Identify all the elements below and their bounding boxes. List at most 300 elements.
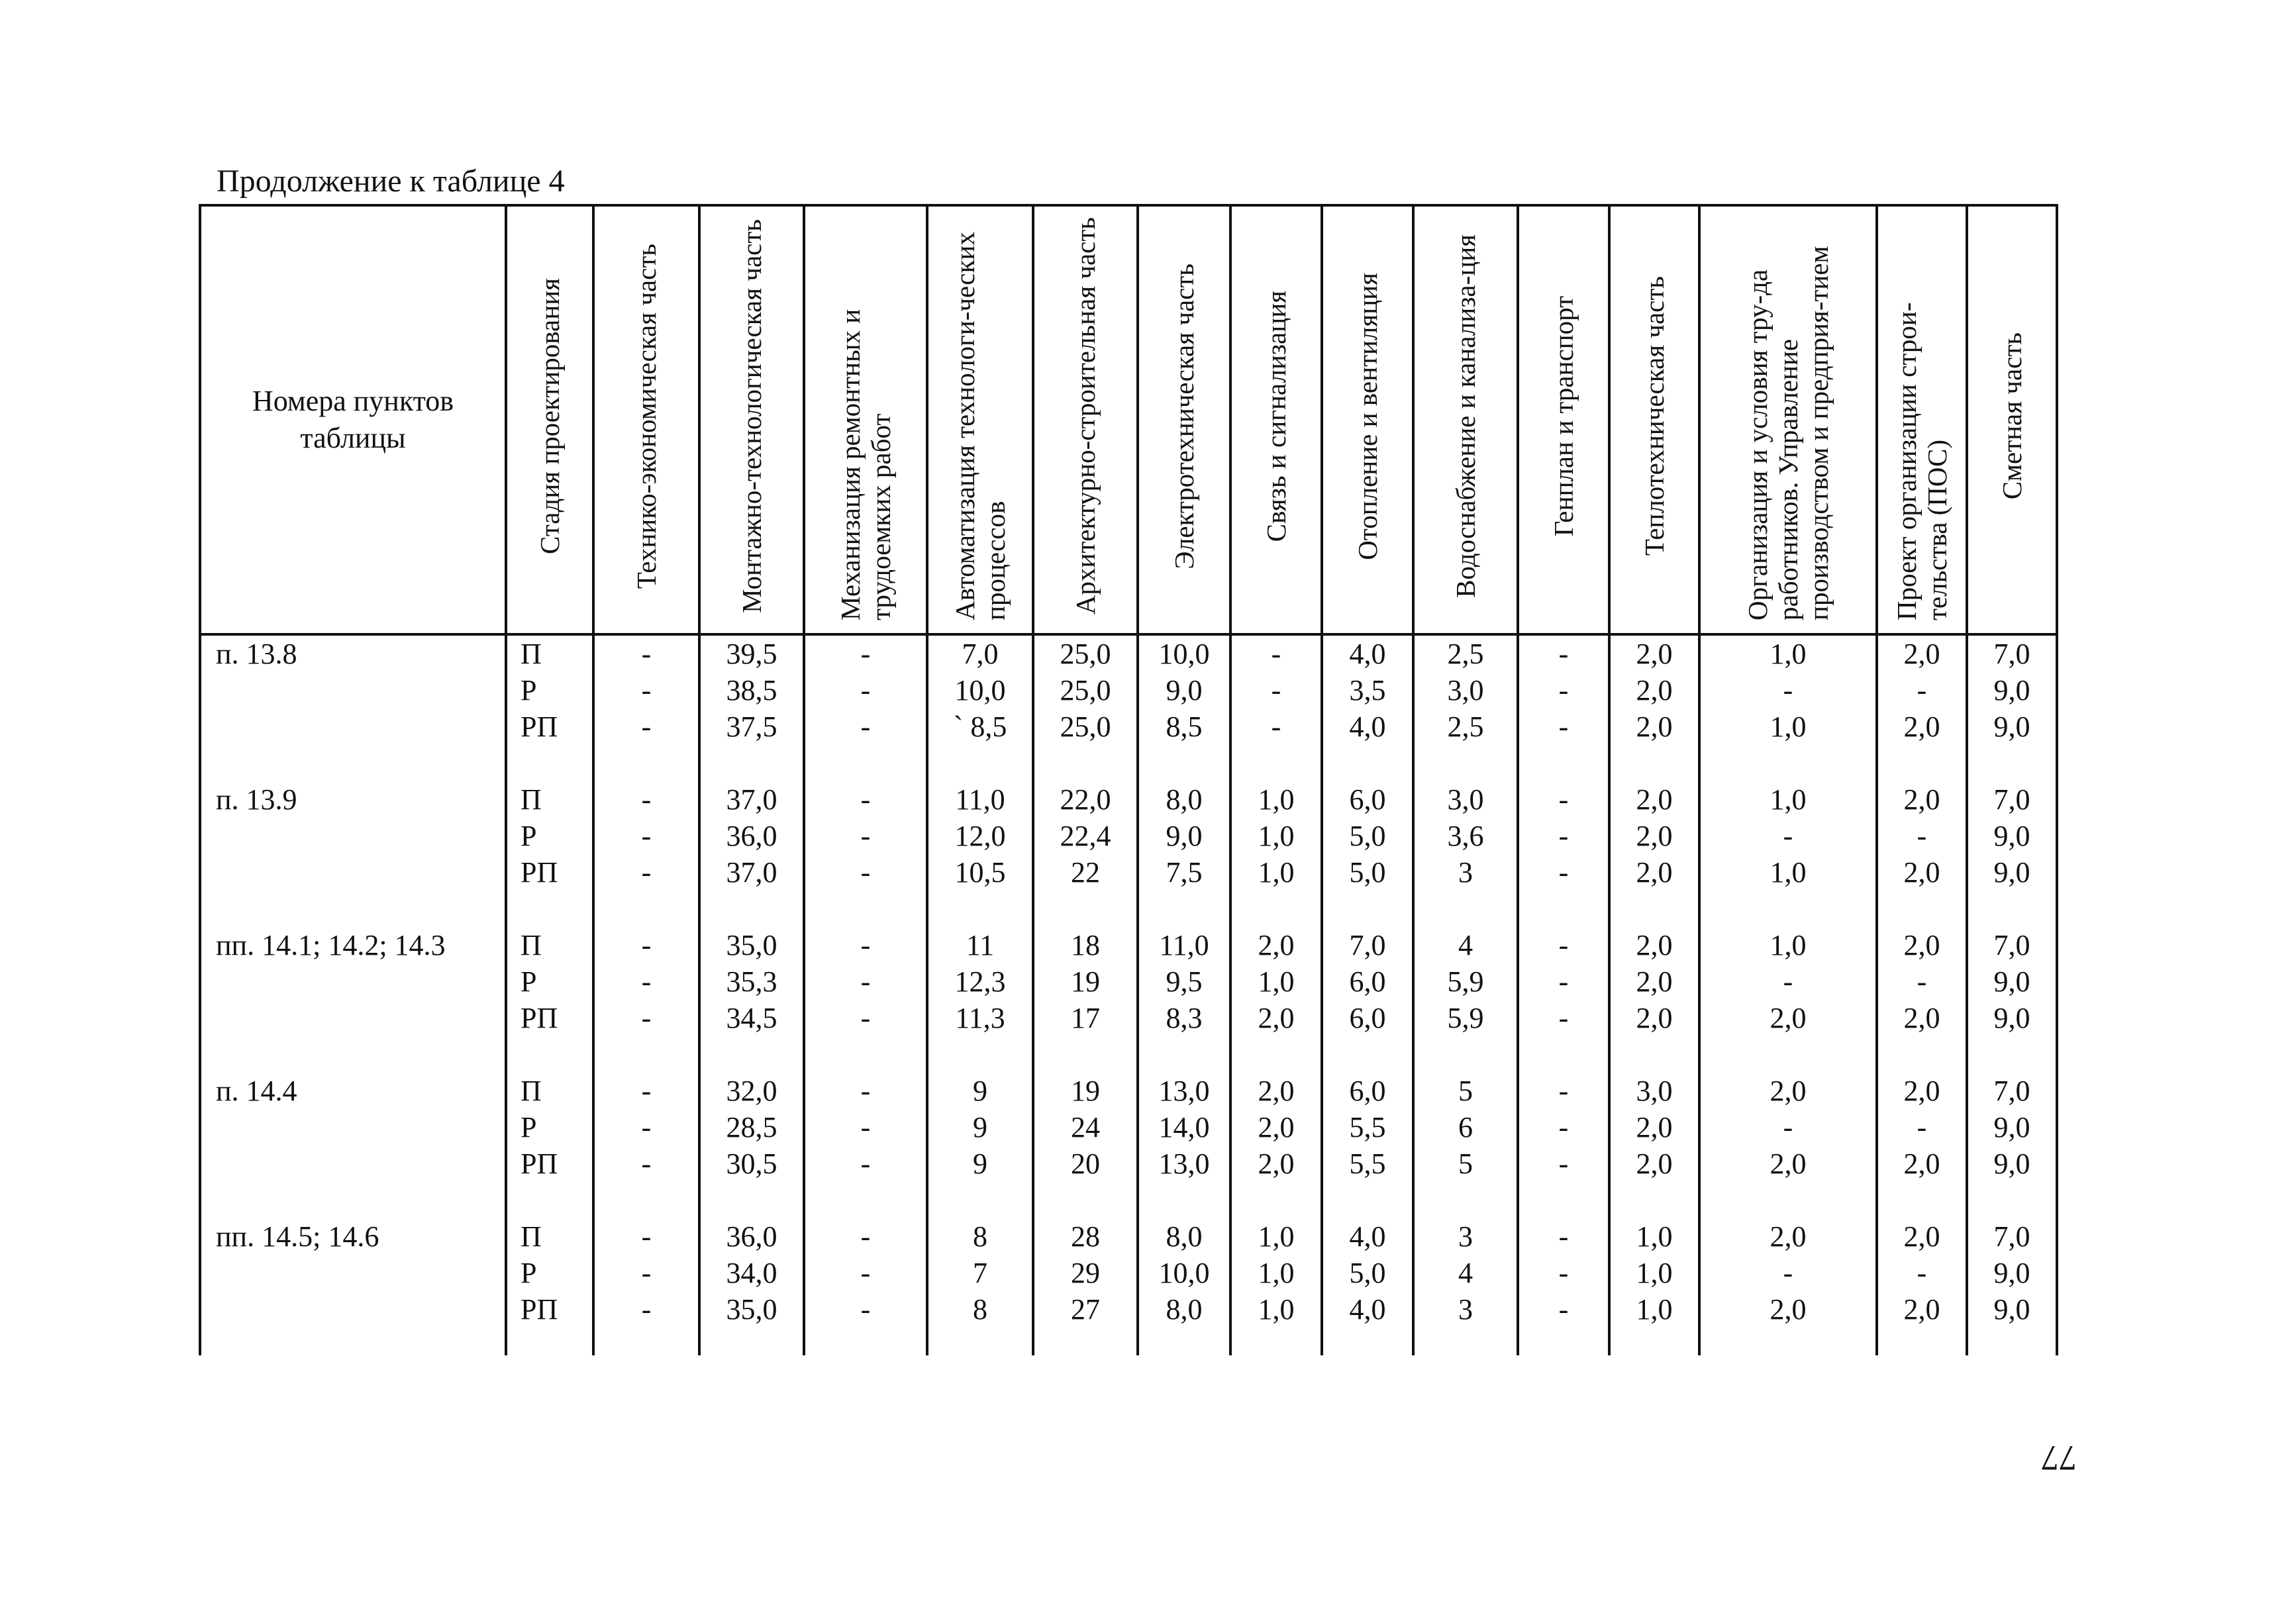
value-cell: -	[593, 927, 699, 963]
value-cell: 11,3	[927, 1000, 1033, 1036]
table-caption: Продолжение к таблице 4	[217, 164, 565, 199]
value-cell: 4	[1413, 1255, 1518, 1291]
value-cell: -	[1518, 927, 1609, 963]
header-cell	[593, 205, 699, 634]
value-cell: 7,0	[1967, 634, 2057, 672]
empty-cell	[1230, 1036, 1322, 1073]
table-row	[200, 1145, 2057, 1182]
value-cell: 1,0	[1230, 1255, 1322, 1291]
empty-cell	[1138, 1182, 1230, 1218]
value-cell: -	[593, 1000, 699, 1036]
empty-cell	[1518, 745, 1609, 781]
value-cell: 1,0	[1230, 781, 1322, 818]
value-cell: 27	[1033, 1291, 1138, 1328]
empty-cell	[506, 891, 593, 927]
table-row	[200, 1291, 2057, 1328]
table-row	[200, 708, 2057, 745]
value-cell: 22,4	[1033, 818, 1138, 854]
value-cell: 38,5	[699, 672, 804, 708]
empty-cell	[1138, 891, 1230, 927]
value-cell: 9,0	[1967, 1000, 2057, 1036]
value-cell: -	[1518, 818, 1609, 854]
value-cell: 9,0	[1967, 1255, 2057, 1291]
value-cell: 2,0	[1609, 818, 1699, 854]
value-cell: 2,0	[1877, 1218, 1967, 1255]
value-cell: 7,0	[1967, 927, 2057, 963]
header-cell	[506, 205, 593, 634]
value-cell: 4,0	[1322, 634, 1413, 672]
table-row	[200, 781, 2057, 818]
empty-cell	[1609, 1182, 1699, 1218]
value-cell: 4	[1413, 927, 1518, 963]
empty-cell	[1322, 891, 1413, 927]
empty-cell	[1413, 745, 1518, 781]
value-cell: 8	[927, 1218, 1033, 1255]
value-cell: 1,0	[1609, 1291, 1699, 1328]
stage-cell: П	[506, 781, 593, 818]
value-cell: 7,0	[927, 634, 1033, 672]
empty-cell	[1609, 1036, 1699, 1073]
empty-cell	[506, 1328, 593, 1355]
value-cell: 5,9	[1413, 963, 1518, 1000]
value-cell: 35,3	[699, 963, 804, 1000]
value-cell: 1,0	[1699, 781, 1877, 818]
header-row	[200, 205, 2057, 634]
value-cell: 39,5	[699, 634, 804, 672]
value-cell: -	[1518, 1255, 1609, 1291]
header-label: Теплотехническая часть	[1639, 276, 1670, 556]
value-cell: -	[1518, 1218, 1609, 1255]
empty-cell	[1413, 1328, 1518, 1355]
value-cell: 11	[927, 927, 1033, 963]
value-cell: -	[804, 672, 927, 708]
value-cell: 3,0	[1413, 781, 1518, 818]
empty-cell	[593, 891, 699, 927]
value-cell: -	[1518, 963, 1609, 1000]
value-cell: 8,5	[1138, 708, 1230, 745]
header-cell	[804, 205, 927, 634]
stage-cell: РП	[506, 1291, 593, 1328]
empty-cell	[1413, 891, 1518, 927]
empty-cell	[927, 1036, 1033, 1073]
point-label: п. 13.8	[200, 634, 506, 672]
empty-cell	[1877, 891, 1967, 927]
stage-cell: Р	[506, 1109, 593, 1145]
empty-cell	[200, 818, 506, 854]
value-cell: -	[1877, 1109, 1967, 1145]
value-cell: -	[1699, 963, 1877, 1000]
value-cell: 7,0	[1967, 1073, 2057, 1109]
value-cell: 2,0	[1877, 927, 1967, 963]
value-cell: -	[804, 1000, 927, 1036]
value-cell: 1,0	[1609, 1218, 1699, 1255]
empty-cell	[200, 1328, 506, 1355]
value-cell: 5	[1413, 1073, 1518, 1109]
value-cell: 13,0	[1138, 1073, 1230, 1109]
empty-cell	[1413, 1182, 1518, 1218]
table-row	[200, 854, 2057, 891]
value-cell: 2,0	[1609, 854, 1699, 891]
empty-cell	[804, 745, 927, 781]
value-cell: 13,0	[1138, 1145, 1230, 1182]
value-cell: 8,0	[1138, 1218, 1230, 1255]
data-table	[199, 204, 2058, 1355]
value-cell: -	[593, 1218, 699, 1255]
value-cell: 12,0	[927, 818, 1033, 854]
table-row	[200, 1000, 2057, 1036]
value-cell: 1,0	[1699, 634, 1877, 672]
value-cell: -	[804, 1073, 927, 1109]
header-cell	[927, 205, 1033, 634]
empty-cell	[927, 745, 1033, 781]
value-cell: 37,0	[699, 854, 804, 891]
empty-cell	[699, 1182, 804, 1218]
empty-cell	[200, 672, 506, 708]
value-cell: -	[804, 708, 927, 745]
empty-cell	[200, 1291, 506, 1328]
header-label: Проект организации строи-тельства (ПОС)	[1891, 302, 1952, 620]
header-cell	[1699, 205, 1877, 634]
value-cell: 6,0	[1322, 963, 1413, 1000]
header-cell	[699, 205, 804, 634]
value-cell: 28	[1033, 1218, 1138, 1255]
empty-cell	[1609, 745, 1699, 781]
value-cell: 24	[1033, 1109, 1138, 1145]
empty-cell	[200, 1109, 506, 1145]
value-cell: 2,0	[1609, 672, 1699, 708]
value-cell: 2,0	[1877, 781, 1967, 818]
page-number: 77	[2041, 1438, 2077, 1478]
value-cell: 1,0	[1609, 1255, 1699, 1291]
value-cell: 3,6	[1413, 818, 1518, 854]
empty-cell	[927, 1328, 1033, 1355]
stage-cell: РП	[506, 1000, 593, 1036]
table-body	[200, 634, 2057, 1355]
value-cell: 2,0	[1877, 634, 1967, 672]
value-cell: 7	[927, 1255, 1033, 1291]
value-cell: -	[593, 1145, 699, 1182]
value-cell: -	[804, 1109, 927, 1145]
header-label: Монтажно-технологическая часть	[736, 219, 767, 613]
value-cell: 19	[1033, 1073, 1138, 1109]
value-cell: -	[804, 1255, 927, 1291]
empty-cell	[1230, 891, 1322, 927]
header-label: Связь и сигнализация	[1261, 290, 1291, 542]
value-cell: 10,0	[927, 672, 1033, 708]
stage-cell: П	[506, 634, 593, 672]
value-cell: 2,0	[1609, 927, 1699, 963]
table-row	[200, 634, 2057, 672]
empty-cell	[1322, 1036, 1413, 1073]
header-label: Архитектурно-строительная часть	[1070, 217, 1101, 615]
empty-cell	[927, 1182, 1033, 1218]
empty-cell	[200, 1145, 506, 1182]
empty-cell	[1138, 1036, 1230, 1073]
value-cell: 1,0	[1230, 1218, 1322, 1255]
header-label-points: Номера пунктов таблицы	[252, 385, 454, 454]
value-cell: -	[593, 708, 699, 745]
value-cell: 2,5	[1413, 634, 1518, 672]
stage-cell: П	[506, 927, 593, 963]
value-cell: 22	[1033, 854, 1138, 891]
value-cell: 18	[1033, 927, 1138, 963]
value-cell: 22,0	[1033, 781, 1138, 818]
value-cell: 9,0	[1967, 1145, 2057, 1182]
value-cell: 36,0	[699, 1218, 804, 1255]
value-cell: 2,0	[1699, 1073, 1877, 1109]
value-cell: 10,0	[1138, 1255, 1230, 1291]
header-label: Водоснабжение и канализа-ция	[1450, 234, 1481, 598]
value-cell: 2,0	[1877, 1291, 1967, 1328]
value-cell: -	[804, 818, 927, 854]
value-cell: -	[804, 1218, 927, 1255]
empty-cell	[200, 963, 506, 1000]
value-cell: -	[804, 1145, 927, 1182]
value-cell: 32,0	[699, 1073, 804, 1109]
value-cell: -	[1699, 818, 1877, 854]
value-cell: 2,0	[1609, 708, 1699, 745]
value-cell: 34,0	[699, 1255, 804, 1291]
value-cell: 11,0	[1138, 927, 1230, 963]
value-cell: 37,5	[699, 708, 804, 745]
value-cell: 10,0	[1138, 634, 1230, 672]
empty-cell	[1699, 891, 1877, 927]
value-cell: 2,0	[1877, 1073, 1967, 1109]
value-cell: -	[1230, 634, 1322, 672]
value-cell: -	[804, 854, 927, 891]
empty-cell	[1230, 745, 1322, 781]
value-cell: 7,0	[1322, 927, 1413, 963]
value-cell: 2,0	[1877, 708, 1967, 745]
value-cell: 2,0	[1609, 1109, 1699, 1145]
empty-cell	[1699, 1182, 1877, 1218]
empty-cell	[1033, 1182, 1138, 1218]
value-cell: -	[1518, 634, 1609, 672]
header-label: Механизация ремонтных и трудоемких работ	[835, 309, 896, 620]
header-cell	[1033, 205, 1138, 634]
value-cell: 20	[1033, 1145, 1138, 1182]
empty-cell	[1967, 891, 2057, 927]
point-label: пп. 14.1; 14.2; 14.3	[200, 927, 506, 963]
empty-cell	[200, 1000, 506, 1036]
empty-cell	[1322, 1182, 1413, 1218]
value-cell: 2,0	[1609, 634, 1699, 672]
value-cell: -	[593, 1109, 699, 1145]
value-cell: 6,0	[1322, 1000, 1413, 1036]
value-cell: 14,0	[1138, 1109, 1230, 1145]
value-cell: -	[804, 963, 927, 1000]
value-cell: 1,0	[1230, 854, 1322, 891]
empty-cell	[1877, 1036, 1967, 1073]
value-cell: 12,3	[927, 963, 1033, 1000]
value-cell: 7,5	[1138, 854, 1230, 891]
empty-cell	[1138, 745, 1230, 781]
value-cell: 2,0	[1230, 1145, 1322, 1182]
empty-cell	[1967, 1036, 2057, 1073]
empty-cell	[1033, 891, 1138, 927]
value-cell: -	[1518, 1073, 1609, 1109]
value-cell: -	[593, 1073, 699, 1109]
stage-cell: РП	[506, 1145, 593, 1182]
header-label: Генплан и транспорт	[1548, 295, 1579, 537]
value-cell: 3	[1413, 1218, 1518, 1255]
spacer-row	[200, 1182, 2057, 1218]
point-label: п. 14.4	[200, 1073, 506, 1109]
value-cell: -	[804, 634, 927, 672]
header-cell	[1322, 205, 1413, 634]
value-cell: 2,0	[1699, 1000, 1877, 1036]
value-cell: -	[1518, 708, 1609, 745]
value-cell: 2,0	[1699, 1145, 1877, 1182]
value-cell: 8,3	[1138, 1000, 1230, 1036]
value-cell: 2,0	[1877, 1000, 1967, 1036]
value-cell: 11,0	[927, 781, 1033, 818]
header-label: Технико-экономическая часть	[631, 243, 662, 589]
empty-cell	[1967, 1182, 2057, 1218]
value-cell: -	[1877, 963, 1967, 1000]
value-cell: 2,0	[1230, 927, 1322, 963]
value-cell: 5,9	[1413, 1000, 1518, 1036]
value-cell: 2,0	[1609, 963, 1699, 1000]
value-cell: 9,0	[1967, 672, 2057, 708]
empty-cell	[200, 745, 506, 781]
empty-cell	[1322, 1328, 1413, 1355]
empty-cell	[1518, 891, 1609, 927]
value-cell: 4,0	[1322, 1218, 1413, 1255]
empty-cell	[593, 1036, 699, 1073]
empty-cell	[699, 1328, 804, 1355]
value-cell: 25,0	[1033, 708, 1138, 745]
value-cell: 9,5	[1138, 963, 1230, 1000]
empty-cell	[1699, 1328, 1877, 1355]
empty-cell	[1230, 1182, 1322, 1218]
table-row	[200, 1255, 2057, 1291]
value-cell: -	[1877, 672, 1967, 708]
value-cell: 9,0	[1967, 818, 2057, 854]
empty-cell	[200, 1036, 506, 1073]
empty-cell	[699, 1036, 804, 1073]
value-cell: -	[804, 1291, 927, 1328]
value-cell: 9	[927, 1109, 1033, 1145]
value-cell: -	[1518, 781, 1609, 818]
table-row	[200, 927, 2057, 963]
empty-cell	[1967, 1328, 2057, 1355]
value-cell: 37,0	[699, 781, 804, 818]
header-cell	[1518, 205, 1609, 634]
empty-cell	[1230, 1328, 1322, 1355]
empty-cell	[593, 745, 699, 781]
empty-cell	[804, 1182, 927, 1218]
header-cell	[1413, 205, 1518, 634]
value-cell: 9	[927, 1145, 1033, 1182]
empty-cell	[1322, 745, 1413, 781]
empty-cell	[1699, 1036, 1877, 1073]
empty-cell	[506, 1182, 593, 1218]
value-cell: 2,0	[1230, 1109, 1322, 1145]
value-cell: 2,0	[1230, 1073, 1322, 1109]
value-cell: -	[593, 1255, 699, 1291]
header-label: Электротехническая часть	[1169, 263, 1199, 569]
table-row	[200, 1109, 2057, 1145]
value-cell: 2,0	[1877, 854, 1967, 891]
value-cell: 9,0	[1138, 672, 1230, 708]
value-cell: 2,0	[1609, 781, 1699, 818]
empty-cell	[200, 1255, 506, 1291]
header-cell-points	[200, 205, 506, 634]
value-cell: 35,0	[699, 927, 804, 963]
value-cell: 5,0	[1322, 854, 1413, 891]
value-cell: -	[593, 781, 699, 818]
header-cell	[1877, 205, 1967, 634]
value-cell: 9	[927, 1073, 1033, 1109]
empty-cell	[1609, 1328, 1699, 1355]
value-cell: 1,0	[1230, 818, 1322, 854]
value-cell: -	[593, 634, 699, 672]
header-label: Сметная часть	[1997, 332, 2027, 500]
value-cell: 5,0	[1322, 818, 1413, 854]
empty-cell	[200, 854, 506, 891]
value-cell: 9,0	[1967, 1291, 2057, 1328]
stage-cell: П	[506, 1218, 593, 1255]
value-cell: 1,0	[1699, 927, 1877, 963]
header-cell	[1967, 205, 2057, 634]
value-cell: 8,0	[1138, 1291, 1230, 1328]
empty-cell	[1033, 1328, 1138, 1355]
value-cell: 34,5	[699, 1000, 804, 1036]
value-cell: 25,0	[1033, 672, 1138, 708]
empty-cell	[506, 1036, 593, 1073]
table-row	[200, 1218, 2057, 1255]
stage-cell: Р	[506, 672, 593, 708]
value-cell: 17	[1033, 1000, 1138, 1036]
spacer-row	[200, 891, 2057, 927]
stage-cell: П	[506, 1073, 593, 1109]
empty-cell	[1877, 1328, 1967, 1355]
value-cell: -	[1518, 1291, 1609, 1328]
value-cell: 2,0	[1699, 1291, 1877, 1328]
header-label: Организация и условия тру-да работников. Управление производством и предприя-тием	[1742, 246, 1834, 620]
point-label: пп. 14.5; 14.6	[200, 1218, 506, 1255]
table-row	[200, 672, 2057, 708]
value-cell: 35,0	[699, 1291, 804, 1328]
empty-cell	[1609, 891, 1699, 927]
stage-cell: Р	[506, 1255, 593, 1291]
empty-cell	[1033, 745, 1138, 781]
value-cell: -	[1699, 1109, 1877, 1145]
empty-cell	[1138, 1328, 1230, 1355]
value-cell: 3,0	[1609, 1073, 1699, 1109]
empty-cell	[593, 1328, 699, 1355]
value-cell: 4,0	[1322, 708, 1413, 745]
empty-cell	[1699, 745, 1877, 781]
value-cell: 1,0	[1230, 963, 1322, 1000]
empty-cell	[200, 1182, 506, 1218]
table-row	[200, 818, 2057, 854]
value-cell: -	[1518, 1000, 1609, 1036]
value-cell: 5,0	[1322, 1255, 1413, 1291]
value-cell: -	[1518, 854, 1609, 891]
spacer-row	[200, 1036, 2057, 1073]
value-cell: -	[1699, 1255, 1877, 1291]
value-cell: -	[804, 927, 927, 963]
value-cell: 3	[1413, 854, 1518, 891]
empty-cell	[699, 745, 804, 781]
value-cell: -	[593, 818, 699, 854]
value-cell: 2,0	[1609, 1000, 1699, 1036]
spacer-row	[200, 745, 2057, 781]
empty-cell	[804, 891, 927, 927]
value-cell: 5,5	[1322, 1109, 1413, 1145]
